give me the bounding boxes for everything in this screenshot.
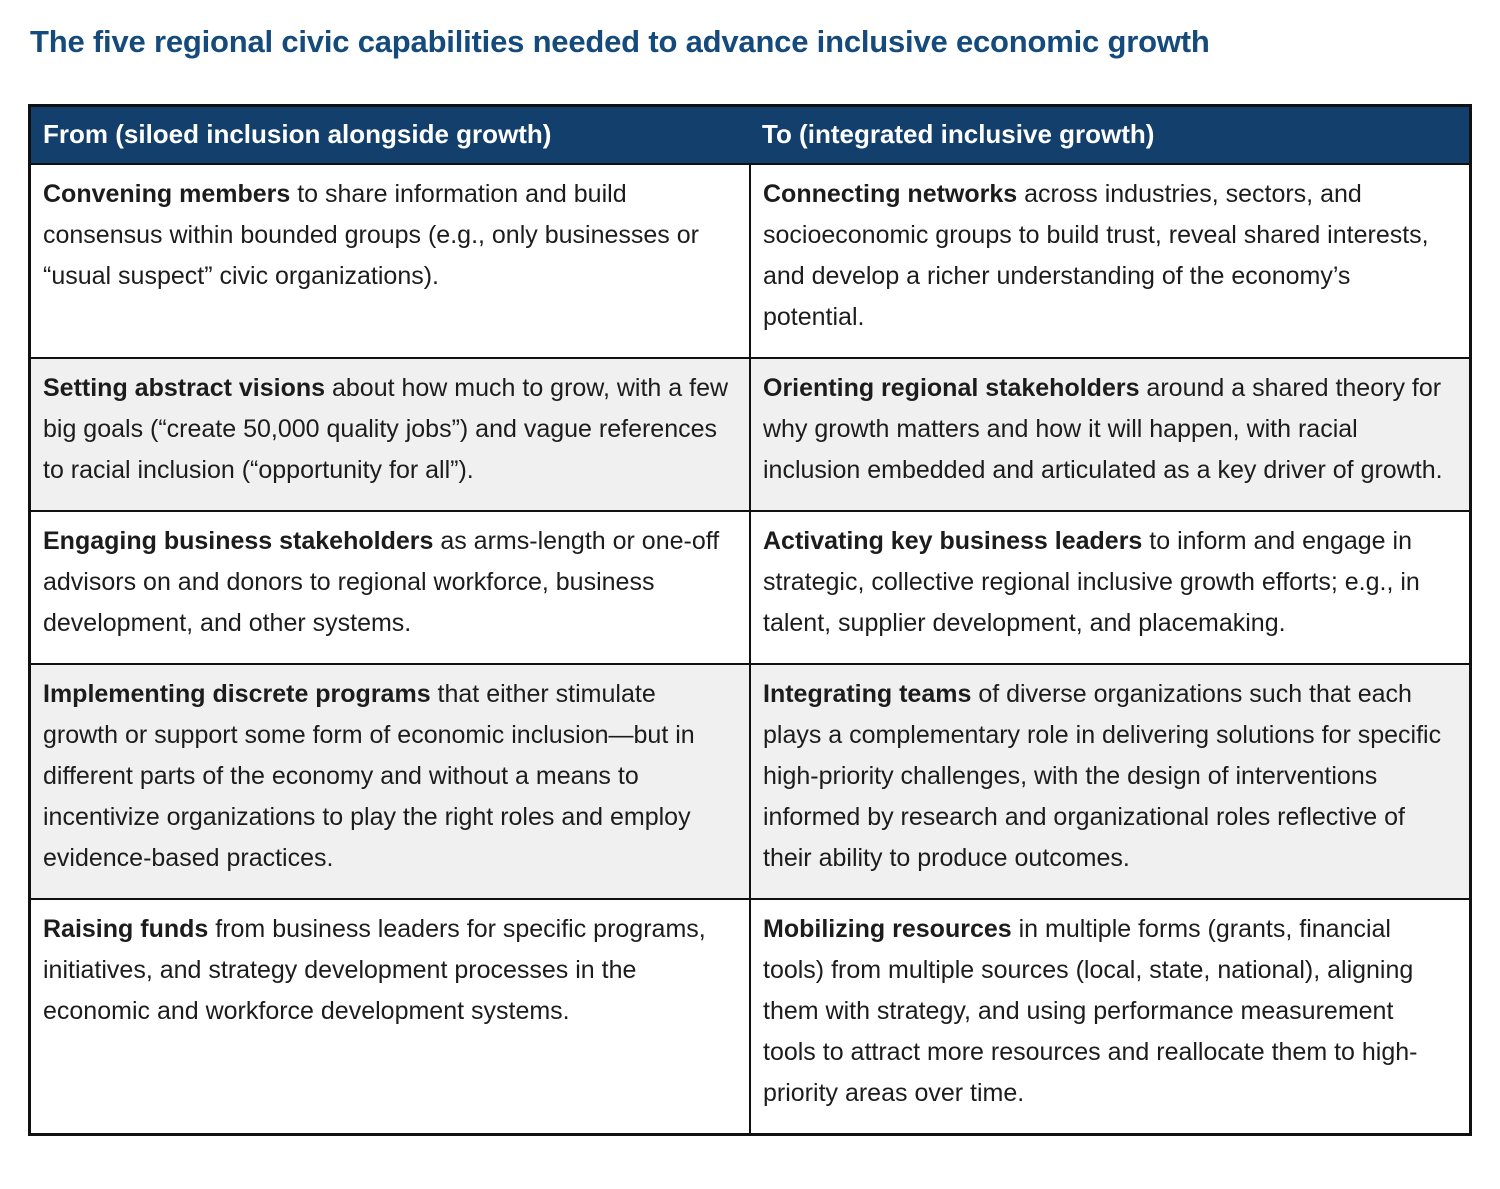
cell-lead-phrase: Setting abstract visions bbox=[43, 373, 326, 402]
table-cell-to bbox=[750, 164, 1471, 358]
table-header bbox=[30, 105, 1471, 164]
cell-body-text: as arms-length or one-off advisors on and donors to regional workforce, business development, and other systems. bbox=[43, 526, 720, 637]
cell-body-text: of diverse organizations such that each plays a complementary role in delivering solutions for specific high-priority challenges, with the design of interventions informed by research and organizational roles reflective of their ability to produce outcomes. bbox=[763, 679, 1442, 872]
table-row-convening-connecting bbox=[30, 164, 1471, 358]
cell-body-text: around a shared theory for why growth matters and how it will happen, with racial inclusion embedded and articulated as a key driver of growth. bbox=[763, 373, 1443, 484]
cell-body-text: across industries, sectors, and socioeconomic groups to build trust, reveal shared interests, and develop a richer understanding of the economy’s potential. bbox=[763, 179, 1429, 331]
table-cell-from bbox=[30, 358, 751, 511]
table-cell-from bbox=[30, 164, 751, 358]
cell-lead-phrase: Integrating teams bbox=[763, 679, 972, 708]
cell-body-text: in multiple forms (grants, financial tools) from multiple sources (local, state, national), aligning them with strategy, and using performance measurement tools to attract more resources and reallocate them to high-priority areas over time. bbox=[763, 914, 1418, 1107]
table-row-programs-integrating bbox=[30, 664, 1471, 899]
cell-lead-phrase: Convening members bbox=[43, 179, 291, 208]
cell-body-text: to share information and build consensus within bounded groups (e.g., only businesses or “usual suspect” civic organizations). bbox=[43, 179, 699, 290]
cell-lead-phrase: Connecting networks bbox=[763, 179, 1018, 208]
cell-lead-phrase: Mobilizing resources bbox=[763, 914, 1012, 943]
table-header-row bbox=[30, 105, 1471, 164]
table-cell-to bbox=[750, 899, 1471, 1135]
page-title: The five regional civic capabilities needed to advance inclusive economic growth bbox=[30, 24, 1210, 59]
table-cell-to bbox=[750, 664, 1471, 899]
table-row-funds-mobilizing bbox=[30, 899, 1471, 1135]
cell-lead-phrase: Orienting regional stakeholders bbox=[763, 373, 1140, 402]
column-header-from: From (siloed inclusion alongside growth) bbox=[30, 105, 751, 164]
table-cell-from bbox=[30, 664, 751, 899]
cell-lead-phrase: Activating key business leaders bbox=[763, 526, 1143, 555]
cell-lead-phrase: Engaging business stakeholders bbox=[43, 526, 434, 555]
cell-body-text: that either stimulate growth or support some form of economic inclusion—but in different parts of the economy and without a means to incentivize organizations to play the right roles and employ evidence-based practices. bbox=[43, 679, 695, 872]
cell-lead-phrase: Raising funds bbox=[43, 914, 209, 943]
table-row-visions-orienting bbox=[30, 358, 1471, 511]
table-cell-to bbox=[750, 358, 1471, 511]
table-cell-from bbox=[30, 511, 751, 664]
table-row-engaging-activating bbox=[30, 511, 1471, 664]
from-to-capabilities-table bbox=[28, 104, 1472, 1136]
column-header-to: To (integrated inclusive growth) bbox=[750, 105, 1471, 164]
table-cell-to bbox=[750, 511, 1471, 664]
cell-body-text: to inform and engage in strategic, collective regional inclusive growth efforts; e.g., in talent, supplier development, and placemaking. bbox=[763, 526, 1420, 637]
cell-body-text: about how much to grow, with a few big goals (“create 50,000 quality jobs”) and vague references to racial inclusion (“opportunity for all”). bbox=[43, 373, 729, 484]
table-cell-from bbox=[30, 899, 751, 1135]
cell-lead-phrase: Implementing discrete programs bbox=[43, 679, 431, 708]
cell-body-text: from business leaders for specific programs, initiatives, and strategy development processes in the economic and workforce development systems. bbox=[43, 914, 706, 1025]
table-body bbox=[30, 164, 1471, 1135]
